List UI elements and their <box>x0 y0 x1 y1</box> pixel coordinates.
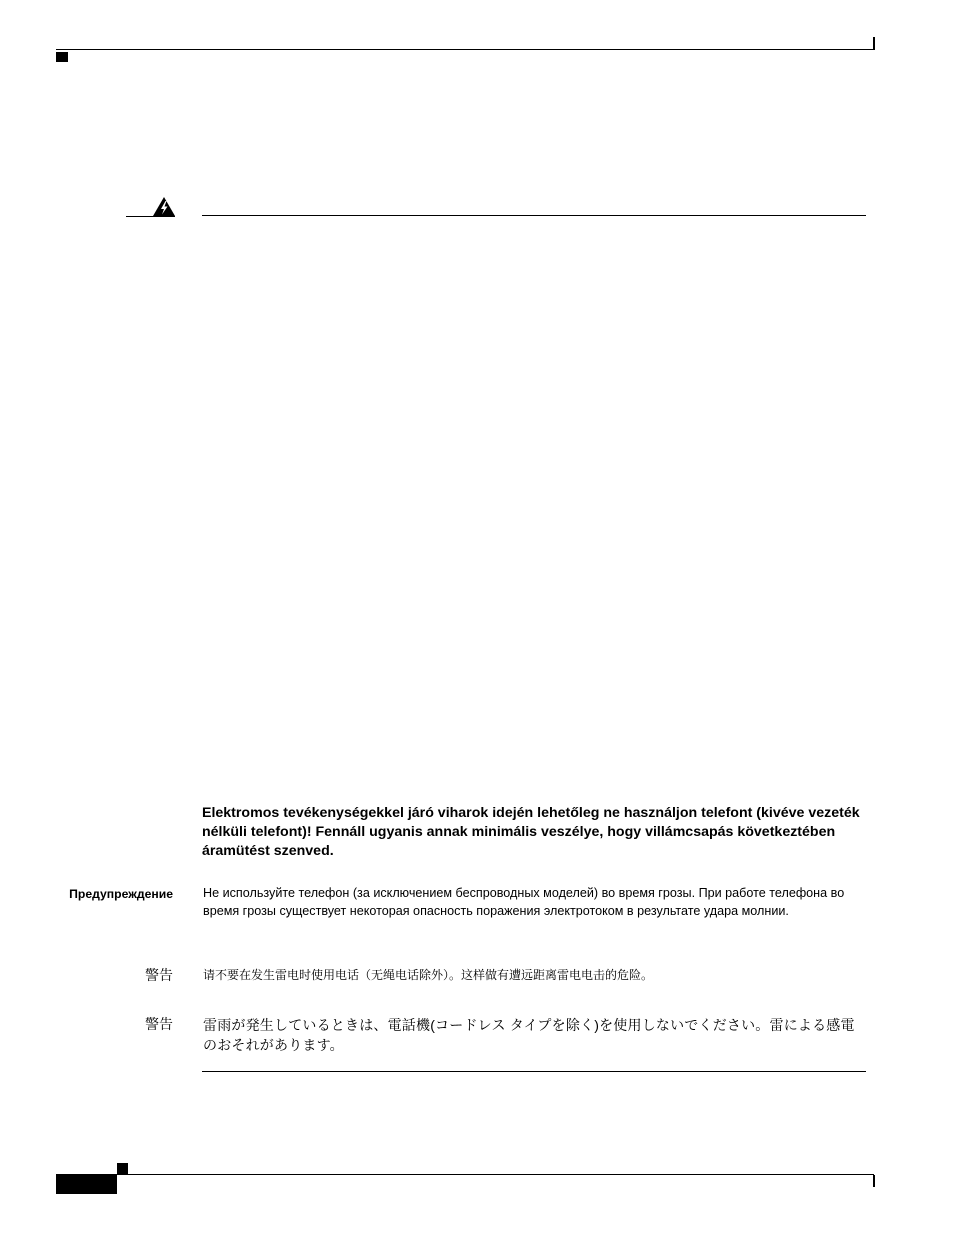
warning-text-chinese: 请不要在发生雷电时使用电话（无绳电话除外）。这样做有遭远距离雷电电击的危险。 <box>203 968 654 982</box>
warning-lightning-icon <box>152 196 176 217</box>
header-tick-mark <box>873 37 875 50</box>
footer-tick-mark <box>873 1175 875 1187</box>
header-rule <box>56 49 874 50</box>
footer-rule <box>56 1174 874 1175</box>
header-marker-square <box>56 52 68 62</box>
warning-text-hungarian: Elektromos tevékenységekkel járó viharok idején lehetőleg ne használjon telefont (kivéve vezeték nélküli telefont)! Fennáll ugyanis annak minimális veszélye, hogy villámcsapás következtében áramütést szenved. <box>202 805 860 859</box>
footer-page-tab <box>56 1175 117 1194</box>
warning-bottom-rule <box>202 1071 866 1072</box>
warning-label-russian: Предупреждение <box>69 887 173 901</box>
warning-text-russian: Не используйте телефон (за исключением беспроводных моделей) во время грозы. При работе телефона во время грозы существует некоторая опасность поражения электротоком в результате удара молнии. <box>203 886 845 918</box>
footer-marker-square <box>117 1163 128 1174</box>
warning-text-japanese: 雷雨が発生しているときは、電話機(コードレス タイプを除く)を使用しないでください。雷による感電のおそれがあります。 <box>203 1017 855 1053</box>
warning-label-japanese: 警告 <box>145 1016 173 1032</box>
warning-top-rule <box>202 215 866 216</box>
warning-icon-underline <box>126 216 175 217</box>
warning-label-chinese: 警告 <box>145 967 173 983</box>
